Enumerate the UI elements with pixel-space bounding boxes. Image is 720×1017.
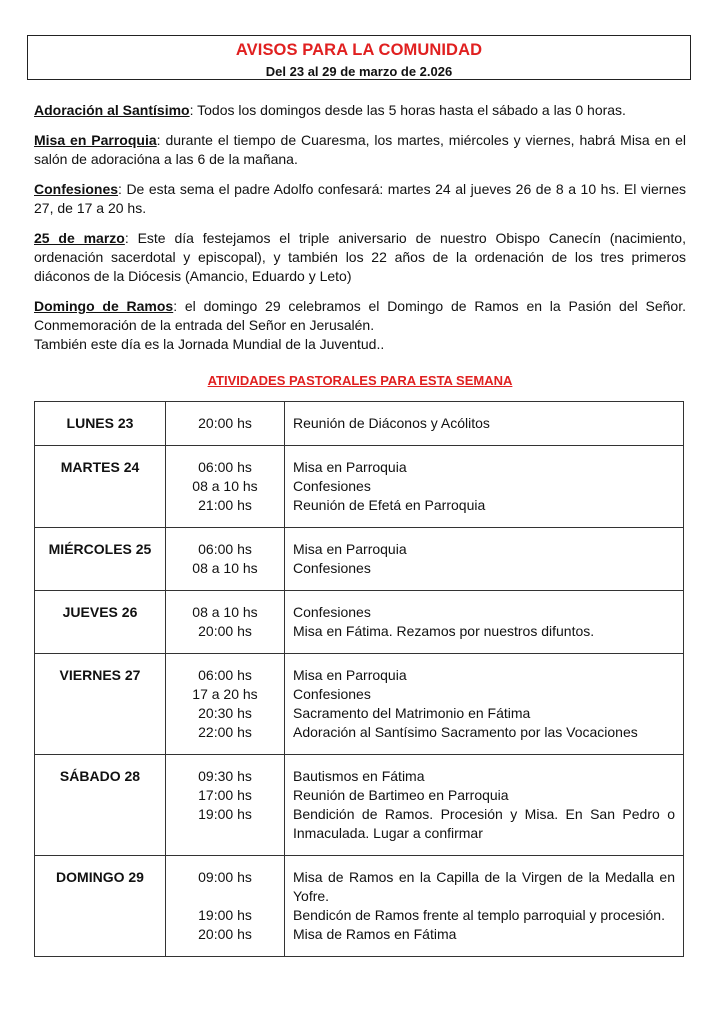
- schedule-day: SÁBADO 28: [35, 755, 166, 856]
- schedule-time: 06:00 hs: [198, 541, 252, 557]
- notice-domingo-ramos: [34, 297, 686, 354]
- notice-25-marzo: [34, 229, 686, 286]
- notice-text: : el domingo 29 celebramos el Domingo de Ramos en la Pasión del Señor. Conmemoración de la entrada del Señor en Jerusalén.: [34, 298, 686, 333]
- schedule-time: 20:00 hs: [198, 415, 252, 431]
- schedule-time: 17 a 20 hs: [192, 686, 258, 702]
- schedule-time: 06:00 hs: [198, 667, 252, 683]
- schedule-body: [35, 402, 684, 957]
- schedule-activity: Misa en Parroquia: [293, 541, 407, 557]
- schedule-time: 19:00 hs: [198, 907, 252, 923]
- schedule-activity: Reunión de Efetá en Parroquia: [293, 497, 486, 513]
- schedule-time: 17:00 hs: [198, 787, 252, 803]
- schedule-activities: [285, 446, 684, 528]
- notice-text: : durante el tiempo de Cuaresma, los martes, miércoles y viernes, habrá Misa en el salón de adoracióna a las 6 de la mañana.: [34, 132, 687, 167]
- schedule-times: [166, 654, 285, 755]
- notice-text: : Todos los domingos desde las 5 horas hasta el sábado a las 0 horas.: [189, 102, 626, 118]
- schedule-activity: Misa en Parroquia: [293, 459, 407, 475]
- schedule-row: [35, 402, 684, 446]
- schedule-row: [35, 654, 684, 755]
- schedule-time: 20:00 hs: [198, 623, 252, 639]
- schedule-activity: Confesiones: [293, 560, 371, 576]
- schedule-title: ATIVIDADES PASTORALES PARA ESTA SEMANA: [207, 373, 513, 388]
- schedule-time: 20:00 hs: [198, 926, 252, 942]
- schedule-day: VIERNES 27: [35, 654, 166, 755]
- schedule-time: 06:00 hs: [198, 459, 252, 475]
- schedule-row: [35, 446, 684, 528]
- schedule-activity: Bendición de Ramos. Procesión y Misa. En San Pedro o Inmaculada. Lugar a confirmar: [293, 806, 675, 841]
- schedule-activity: Reunión de Bartimeo en Parroquia: [293, 787, 509, 803]
- header-box: [27, 35, 691, 80]
- notice-misa: [34, 131, 686, 169]
- schedule-time: 09:00 hs: [198, 869, 252, 885]
- schedule-times: [166, 755, 285, 856]
- schedule-row: [35, 591, 684, 654]
- notice-label: Domingo de Ramos: [34, 298, 174, 314]
- notice-text: : Este día festejamos el triple aniversario de nuestro Obispo Canecín (nacimiento, ordenación sacerdotal y episcopal), y también los 22 años de la ordenación de los tres primeros diáconos de la Diócesis (Amancio, Eduardo y Leto): [34, 230, 686, 284]
- schedule-time: 21:00 hs: [198, 497, 252, 513]
- schedule-activity: Bendicón de Ramos frente al templo parroquial y procesión.: [293, 907, 665, 923]
- schedule-time: 08 a 10 hs: [192, 604, 258, 620]
- schedule-row: [35, 528, 684, 591]
- page-title: AVISOS PARA LA COMUNIDAD: [235, 41, 483, 59]
- schedule-activities: [285, 856, 684, 957]
- schedule-day: DOMINGO 29: [35, 856, 166, 957]
- notice-text: : De esta sema el padre Adolfo confesará: martes 24 al jueves 26 de 8 a 10 hs. El viernes 27, de 17 a 20 hs.: [34, 181, 686, 216]
- schedule-day: JUEVES 26: [35, 591, 166, 654]
- schedule-activity: Adoración al Santísimo Sacramento por las Vocaciones: [293, 724, 638, 740]
- schedule-table: [34, 401, 684, 957]
- schedule-day: MARTES 24: [35, 446, 166, 528]
- schedule-times: [166, 591, 285, 654]
- schedule-activity: Confesiones: [293, 478, 371, 494]
- schedule-activity: Reunión de Diáconos y Acólitos: [293, 415, 490, 431]
- notice-confesiones: [34, 180, 686, 218]
- schedule-activities: [285, 654, 684, 755]
- schedule-activity: Confesiones: [293, 686, 371, 702]
- date-range: Del 23 al 29 de marzo de 2.026: [265, 64, 453, 79]
- schedule-activities: [285, 591, 684, 654]
- schedule-row: [35, 856, 684, 957]
- schedule-time: 08 a 10 hs: [192, 560, 258, 576]
- schedule-time: 09:30 hs: [198, 768, 252, 784]
- notice-extra-text: También este día es la Jornada Mundial de la Juventud..: [34, 336, 385, 352]
- schedule-time: 20:30 hs: [198, 705, 252, 721]
- schedule-day: LUNES 23: [35, 402, 166, 446]
- schedule-day: MIÉRCOLES 25: [35, 528, 166, 591]
- notices-section: [34, 101, 686, 365]
- notice-label: 25 de marzo: [34, 230, 125, 246]
- notice-adoracion: [34, 101, 686, 120]
- schedule-time: 19:00 hs: [198, 806, 252, 822]
- schedule-activities: [285, 755, 684, 856]
- schedule-time: 22:00 hs: [198, 724, 252, 740]
- schedule-activity: Misa de Ramos en la Capilla de la Virgen de la Medalla en Yofre.: [293, 869, 675, 904]
- schedule-activity: Misa en Fátima. Rezamos por nuestros difuntos.: [293, 623, 595, 639]
- schedule-activities: [285, 528, 684, 591]
- schedule-time: 08 a 10 hs: [192, 478, 258, 494]
- notice-label: Misa en Parroquia: [34, 132, 157, 148]
- schedule-times: [166, 402, 285, 446]
- notice-label: Adoración al Santísimo: [34, 102, 190, 118]
- schedule-row: [35, 755, 684, 856]
- schedule-times: [166, 446, 285, 528]
- schedule-activity: Confesiones: [293, 604, 371, 620]
- schedule-activity: Bautismos en Fátima: [293, 768, 425, 784]
- schedule-times: [166, 528, 285, 591]
- schedule-activity: Sacramento del Matrimonio en Fátima: [293, 705, 531, 721]
- schedule-activity: Misa en Parroquia: [293, 667, 407, 683]
- schedule-time: [174, 887, 276, 906]
- schedule-times: [166, 856, 285, 957]
- schedule-activities: [285, 402, 684, 446]
- schedule-activity: Misa de Ramos en Fátima: [293, 926, 457, 942]
- notice-label: Confesiones: [34, 181, 119, 197]
